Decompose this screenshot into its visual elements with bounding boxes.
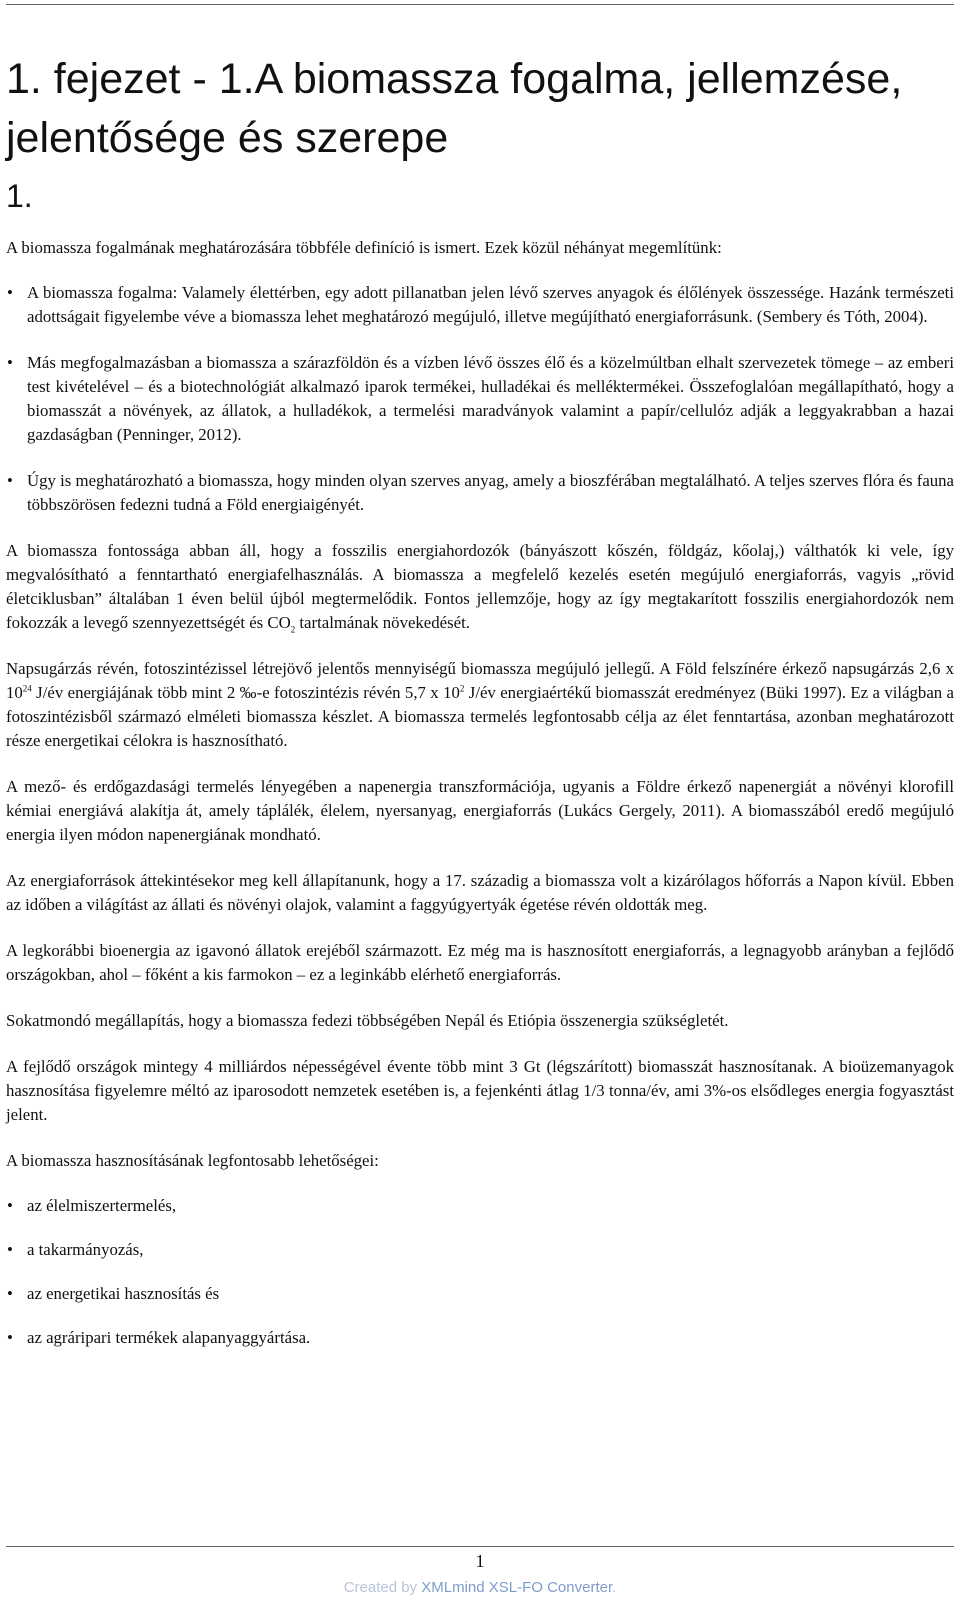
exponent-2: 2 xyxy=(459,683,465,694)
uses-list xyxy=(6,1194,954,1350)
developing-countries-paragraph: A fejlődő országok mintegy 4 milliárdos népességével évente több mint 3 Gt (légszárított) biomasszát hasznosítanak. A bioüzemanyagok hasznosítása figyelemre méltó az iparosodott nemzetek esetében is, a fejenkénti átlag 1/3 tonna/év, ami 3%-os elsődleges energia fogyasztást jelent. xyxy=(6,1057,954,1124)
footer-rule xyxy=(6,1546,954,1547)
solar-text-2: J/év energiájának több mint 2 ‰-e fotoszintézis révén 5,7 x 10 xyxy=(31,683,460,702)
definition-item: • Más megfogalmazásban a biomassza a szárazföldön és a vízben lévő összes élő és a közelmúltban elhalt szervezetek tömege – az emberi test kivételével – és a biotechnológiát alkalmazó iparok termékei, hulladékai és melléktermékei. Összefoglalóan megállapítható, hogy a biomasszát a növények, az állatok, a hulladékok, a termelési maradványok valamint a papír/cellulóz adják a leggyakrabban a hazai gazdaságban (Penninger, 2012). xyxy=(6,351,954,447)
intro-paragraph: A biomassza fogalmának meghatározására többféle definíció is ismert. Ezek közül néhányat megemlítünk: xyxy=(6,238,722,257)
converter-link[interactable]: XMLmind XSL-FO Converter xyxy=(421,1579,613,1596)
importance-tail: tartalmának növekedését. xyxy=(295,613,470,632)
use-item: • a takarmányozás, xyxy=(6,1238,954,1262)
page-content xyxy=(6,50,954,1372)
solar-paragraph xyxy=(6,657,954,753)
credit-suffix: . xyxy=(612,1579,617,1596)
definition-item: • Úgy is meghatározható a biomassza, hogy minden olyan szerves anyag, amely a bioszférában megtalálható. A teljes szerves flóra és fauna többszörösen fedezni tudná a Föld energiaigényét. xyxy=(6,469,954,517)
page-number: 1 xyxy=(475,1551,485,1571)
exponent-24: 24 xyxy=(22,683,32,694)
section-number: 1. xyxy=(6,178,33,214)
solar-text-1: Napsugárzás révén, fotoszintézissel létrejövő jelentős mennyiségű biomassza megújuló jellegű. A Föld felszínére érkező napsugárzás 2,6 x 10 xyxy=(6,659,954,702)
use-item: • az élelmiszertermelés, xyxy=(6,1194,954,1218)
use-item: • az energetikai hasznosítás és xyxy=(6,1282,954,1306)
importance-text: A biomassza fontossága abban áll, hogy a fosszilis energiahordozók (bányászott kőszén, földgáz, kőolaj,) válthatók ki vele, így megvalósítható a fenntartható energiafelhasználás. A biomassza a megfelelő kezelés esetén megújuló energiaforrás, vagyis „rövid életciklusban” általában 1 éven belül újból megtermelődik. Fontos jellemzője, hogy az így megtakarított fosszilis energiahordozók nem fokozzák a levegő szennyezettségét és CO xyxy=(6,541,954,632)
co2-subscript: 2 xyxy=(290,624,296,635)
earliest-bioenergy-paragraph: A legkorábbi bioenergia az igavonó állatok erejéből származott. Ez még ma is hasznosított energiaforrás, a legnagyobb arányban a fejlődő országokban, ahol – főként a kis farmokon – ez a leginkább elérhető energiaforrás. xyxy=(6,941,954,984)
uses-intro: A biomassza hasznosításának legfontosabb lehetőségei: xyxy=(6,1151,379,1170)
history-paragraph: Az energiaforrások áttekintésekor meg kell állapítanunk, hogy a 17. századig a biomassza volt a kizárólagos hőforrás a Napon kívül. Ebben az időben a világítást az állati és növényi olajok, valamint a faggyúgyertyák égetése révén oldották meg. xyxy=(6,871,954,914)
definitions-list xyxy=(6,281,954,517)
definition-item: • A biomassza fogalma: Valamely élettérben, egy adott pillanatban jelen lévő szerves anyagok és élőlények összessége. Hazánk természeti adottságait figyelembe véve a biomassza lehet meghatározó megújuló, illetve megújítható energiaforrásunk. (Sembery és Tóth, 2004). xyxy=(6,281,954,329)
use-item: • az agráripari termékek alapanyaggyártása. xyxy=(6,1326,954,1350)
credit-prefix: Created by xyxy=(343,1579,422,1596)
solar-text-3: J/év energiaértékű biomasszát eredményez (Büki 1997). Ez a világban a fotoszintézisből származó elméleti biomassza készlet. A biomassza termelés legfontosabb célja az élet fenntartása, azonban meghatározott része energetikai célokra is hasznosítható. xyxy=(6,683,955,750)
chapter-title: 1. fejezet - 1.A biomassza fogalma, jellemzése, jelentősége és szerepe xyxy=(6,55,903,162)
nepal-paragraph: Sokatmondó megállapítás, hogy a biomassza fedezi többségében Nepál és Etiópia összenergia szükségletét. xyxy=(6,1011,729,1030)
footer-credit xyxy=(0,1578,960,1598)
agriculture-paragraph: A mező- és erdőgazdasági termelés lényegében a napenergia transzformációja, ugyanis a Földre érkező napenergiát a növényi klorofill kémiai energiává alakítja át, amely táplálék, élelem, nyersanyag, energiaforrás (Lukács Gergely, 2011). A biomasszából eredő megújuló energia ilyen módon napenergiának mondható. xyxy=(6,777,954,844)
importance-paragraph xyxy=(6,539,954,635)
top-rule xyxy=(6,4,954,5)
